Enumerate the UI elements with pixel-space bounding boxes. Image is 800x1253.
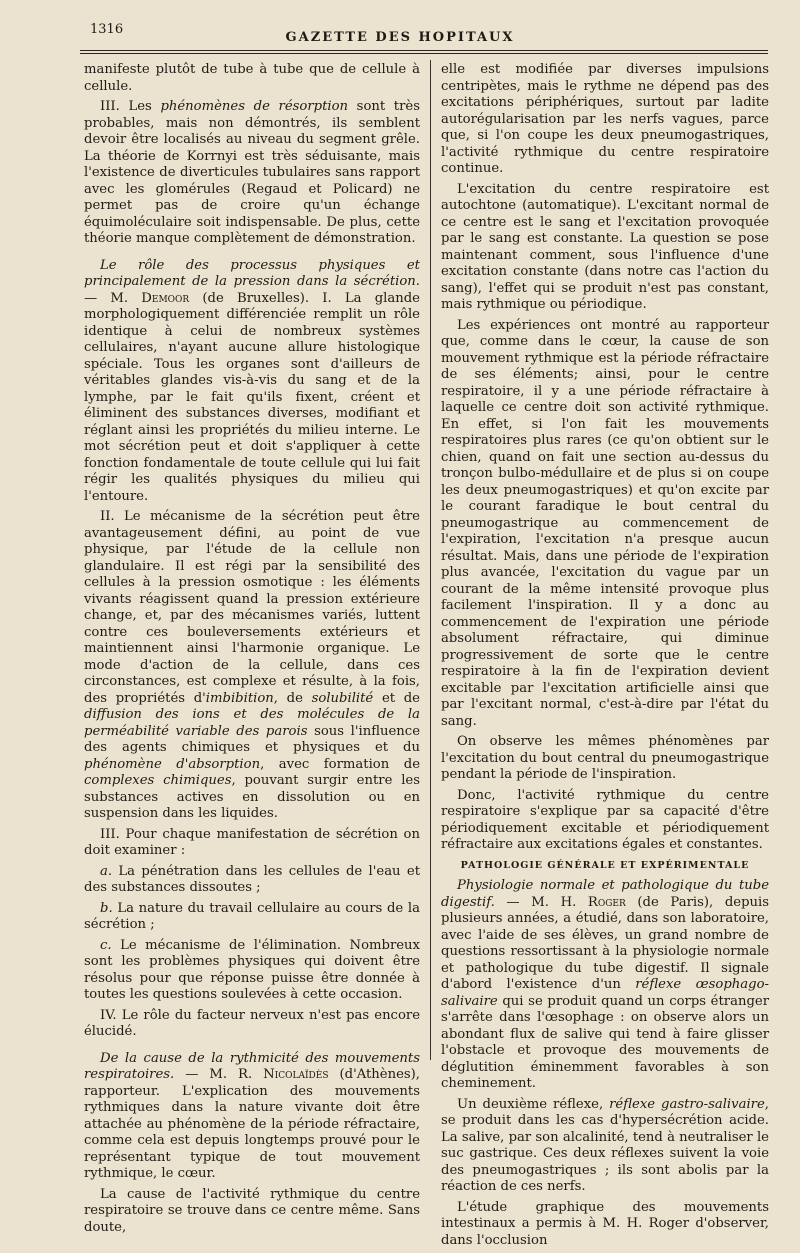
paragraph: L'excitation du centre respiratoire est autochtone (automatique). L'excitant normal de ce centre est le sang et l'excitation provoquée par le sang est constante. La question se pose maintenant comment, sous l'influence d'une excitation constante (dans notre cas l'action du sang), l'effet qui se produit n'est pas constant, mais rythmique ou périodique. (441, 181, 769, 312)
header-rule (80, 50, 768, 51)
right-column (441, 62, 769, 1253)
paragraph: III. Les phénomènes de résorption sont très probables, mais non démontrés, ils semblent devoir être localisés au niveau du segment grêle. La théorie de Korrnyi est très séduisante, mais l'existence de diverticules tubulaires sans rapport avec les glomérules (Regaud et Policard) ne permet pas de croire qu'un échange équimoléculaire soit indispensable. De plus, cette théorie manque complètement de démonstration. (84, 99, 420, 246)
paragraph: Donc, l'activité rythmique du centre respiratoire s'explique par sa capacité d'être périodiquement excitable et périodiquement réfractaire aux excitations égales et constantes. (441, 787, 769, 852)
running-header: GAZETTE DES HOPITAUX (285, 30, 515, 45)
author: Roger (587, 894, 626, 910)
paragraph: Le rôle des processus physiques et principalement de la pression dans la sécrétion. — M. Demoor (de Bruxelles). I. La glande morphologiquement différenciée remplit un rôle identique à celui de nombreux systèmes cellulaires, n'ayant aucune allure histologique spéciale. Tous les organes sont d'ailleurs de véritables glandes vis-à-vis du sang et de la lymphe, par le fait qu'ils fixent, créent et éliminent des substances diverses, modifiant et réglant ainsi les propriétés du milieu interne. Le mot sécrétion peut et doit s'appliquer à cette fonction fondamentale de toute cellule qui lui fait régir les qualités physiques du milieu qui l'entoure. (84, 257, 420, 504)
paragraph: L'étude graphique des mouvements intestinaux a permis à M. H. Roger d'observer, dans l'occlusion (441, 1199, 769, 1248)
author: Nicolaïdès (263, 1067, 329, 1082)
paragraph: II. Le mécanisme de la sécrétion peut être avantageusement défini, au point de vue physique, par l'étude de la cellule non glandulaire. Il est régi par la sensibilité des cellules à la pression osmotique : les éléments vivants réagissent quand la pression extérieure change, et, par des mécanismes variés, luttent contre ces bouleversements extérieurs et maintiennent ainsi l'harmonie organique. Le mode d'action de la cellule, dans ces circonstances, est complexe et résulte, à la fois, des propriétés d'imbibition, de solubilité et de diffusion des ions et des molécules de la perméabilité variable des parois sous l'influence des agents chimiques et physiques et du phénomène d'absorption, avec formation de complexes chimiques, pouvant surgir entre les substances actives en dissolution ou en suspension dans les liquides. (84, 509, 420, 821)
article-title: Physiologie normale et pathologique du tube digestif. (441, 878, 769, 910)
paragraph: Les expériences ont montré au rapporteur que, comme dans le cœur, la cause de son mouvement rythmique est la période réfractaire de ses éléments; ainsi, pour le centre respiratoire, il y a une période réfractaire à laquelle ce centre doit son activité rythmique. En effet, si l'on fait les mouvements respiratoires plus rares (ce qu'on obtient sur le chien, quand on fait une section au-dessus du tronçon bulbo-médullaire et de plus si on coupe les deux pneumogastriques) et qu'on excite par le courant faradique le bout central du pneumogastrique au commencement de l'expiration, l'excitation n'a presque aucun résultat. Mais, dans une période de l'expiration plus avancée, l'excitation du vague par un courant de la même intensité provoque plus facilement l'inspiration. Il y a donc au commencement de l'expiration une période absolument réfractaire, qui diminue progressivement de sorte que le centre respiratoire à la fin de l'expiration devient excitable par l'excitation artificielle ainsi que par l'excitant normal, c'est-à-dire par l'état du sang. (441, 317, 769, 729)
list-item: b. La nature du travail cellulaire au cours de la sécrétion ; (84, 900, 420, 932)
article-title: Le rôle des processus physiques et principalement de la pression dans la sécrétion. (84, 257, 420, 289)
paragraph: Un deuxième réflexe, réflexe gastro-salivaire, se produit dans les cas d'hypersécrétion acide. La salive, par son alcalinité, tend à neutraliser le suc gastrique. Ces deux réflexes suivent la voie des pneumogastriques ; ils sont abolis par la réaction de ces nerfs. (441, 1096, 769, 1194)
paragraph: elle est modifiée par diverses impulsions centripètes, mais le rythme ne dépend pas des excitations périphériques, surtout par ladite autorégularisation par les nerfs vagues, parce que, si l'on coupe les deux pneumogastriques, l'activité rythmique du centre respiratoire continue. (441, 62, 769, 176)
paragraph: La cause de l'activité rythmique du centre respiratoire se trouve dans ce centre même. Sans doute, (84, 1186, 420, 1235)
paragraph: IV. Le rôle du facteur nerveux n'est pas encore élucidé. (84, 1007, 420, 1039)
list-item: c. Le mécanisme de l'élimination. Nombreux sont les problèmes physiques qui doivent être résolus pour que réponse puisse être donnée à toutes les questions soulevées à cette occasion. (84, 937, 420, 1002)
column-divider (430, 60, 431, 1060)
paragraph: Physiologie normale et pathologique du tube digestif. — M. H. Roger (de Paris), depuis plusieurs années, a étudié, dans son laboratoire, avec l'aide de ses élèves, un grand nombre de questions ressortissant à la physiologie normale et pathologique du tube digestif. Il signale d'abord l'existence d'un réflexe œsophago-salivaire qui se produit quand un corps étranger s'arrête dans l'œsophage : on observe alors un abondant flux de salive qui tend à faire glisser l'obstacle et provoque des mouvements de déglutition éminemment favorables à son cheminement. (441, 878, 770, 1091)
section-heading: PATHOLOGIE GÉNÉRALE ET EXPÉRIMENTALE (460, 859, 750, 871)
article-title: De la cause de la rythmicité des mouvements respiratoires. (84, 1050, 420, 1082)
list-item: a. La pénétration dans les cellules de l'eau et des substances dissoutes ; (84, 863, 420, 895)
paragraph: De la cause de la rythmicité des mouvements respiratoires. — M. R. Nicolaïdès (d'Athènes), rapporteur. L'explication des mouvements rythmiques dans la nature vivante doit être attachée au phénomène de la période réfractaire, comme cela est depuis longtemps prouvé pour le représentant typique de tout mouvement rythmique, le cœur. (84, 1050, 420, 1181)
page-number: 1316 (90, 22, 124, 37)
paragraph: III. Pour chaque manifestation de sécrétion on doit examiner : (84, 826, 420, 858)
header-rule (80, 53, 768, 54)
left-column (84, 62, 420, 1240)
paragraph: manifeste plutôt de tube à tube que de cellule à cellule. (84, 62, 420, 94)
author: Demoor (141, 290, 190, 306)
paragraph: On observe les mêmes phénomènes par l'excitation du bout central du pneumogastrique pendant la période de l'inspiration. (441, 734, 769, 782)
